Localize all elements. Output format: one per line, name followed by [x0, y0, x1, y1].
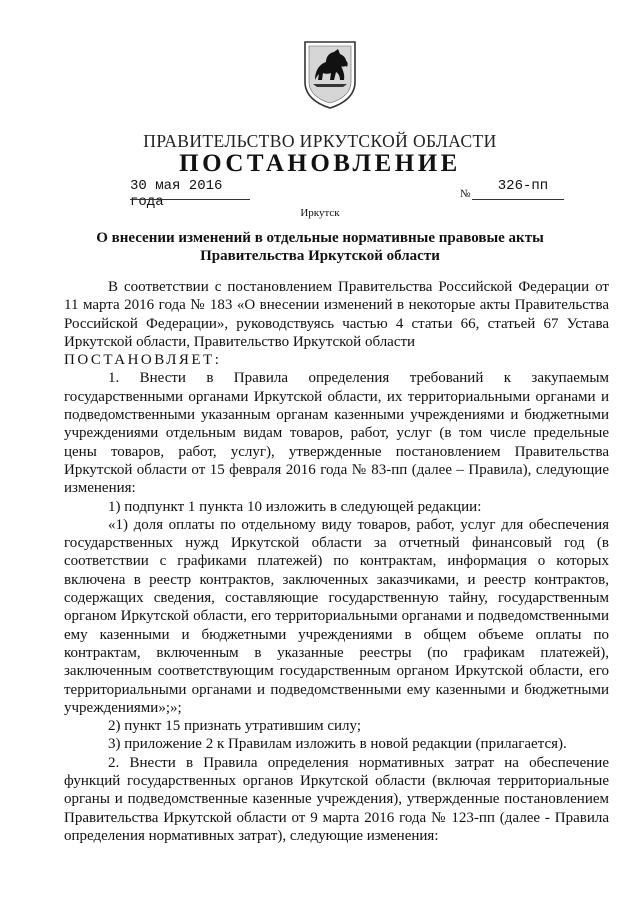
- document-number: 326-пп: [497, 178, 549, 194]
- number-underline: [472, 199, 564, 200]
- date-underline: [130, 199, 250, 200]
- intro-paragraph: В соответствии с постановлением Правительства Российской Федерации от 11 марта 2016 года № 183 «О внесении изменений в некоторые акты Правительства Российской Федерации», руководствуясь частью 4 статьи 66, статьей 67 Устава Иркутской области, Правительство Иркутской области: [64, 279, 609, 350]
- quoted-wording: «1) доля оплаты по отдельному виду товаров, работ, услуг для обеспечения государственных нужд Иркутской области за отчетный финансовый год (в соответствии с графиками платежей) по контрактам, информация о которых включена в реестр контрактов, заключенных заказчиками, и реестр контрактов, содержащих сведения, составляющие государственную тайну, государственным органом Иркутской области, его территориальными органами и подведомственными ему казенными и бюджетными учреждениями в общем объеме оплаты по контрактам, включенным в указанные реестры (по графикам платежей), заключенным соответствующим государственным органом Иркутской области, его территориальными органами и подведомственными ему казенными и бюджетными учреждениями»;»;: [64, 516, 609, 716]
- resolves-label: ПОСТАНОВЛЯЕТ:: [64, 352, 222, 369]
- subparagraph-3: 3) приложение 2 к Правилам изложить в новой редакции (прилагается).: [108, 736, 567, 753]
- document-type: ПОСТАНОВЛЕНИЕ: [179, 150, 461, 177]
- city-label: Иркутск: [300, 207, 340, 219]
- government-name: ПРАВИТЕЛЬСТВО ИРКУТСКОЙ ОБЛАСТИ: [143, 131, 497, 151]
- document-body: [64, 278, 609, 845]
- document-date: 30 мая 2016 года: [130, 178, 223, 210]
- number-sign: №: [460, 188, 471, 200]
- subparagraph-2: 2) пункт 15 признать утратившим силу;: [108, 718, 362, 735]
- document-heading: [80, 230, 560, 265]
- subparagraph-1: 1) подпункт 1 пункта 10 изложить в следующей редакции:: [108, 498, 482, 515]
- heading-line-2: Правительства Иркутской области: [200, 247, 440, 264]
- coat-of-arms-icon: [303, 38, 357, 110]
- heading-line-1: О внесении изменений в отдельные нормативные правовые акты: [96, 230, 544, 246]
- paragraph-2: 2. Внести в Правила определения нормативных затрат на обеспечение функций государственных органов Иркутской области (включая территориальные органы и подведомственные казенные учреждения), утвержденные постановлением Правительства Иркутской области от 9 марта 2016 года № 123-пп (далее - Правила определения нормативных затрат), следующие изменения:: [64, 754, 609, 844]
- paragraph-1: 1. Внести в Правила определения требований к закупаемым государственными органами Иркутской области, их территориальными органами и подведомственными указанным органам казенными учреждениями и бюджетными учреждениями отдельным видам товаров, работ, услуг (в том числе предельные цены товаров, работ, услуг), утвержденные постановлением Правительства Иркутской области от 15 февраля 2016 года № 83-пп (далее – Правила), следующие изменения:: [64, 370, 609, 497]
